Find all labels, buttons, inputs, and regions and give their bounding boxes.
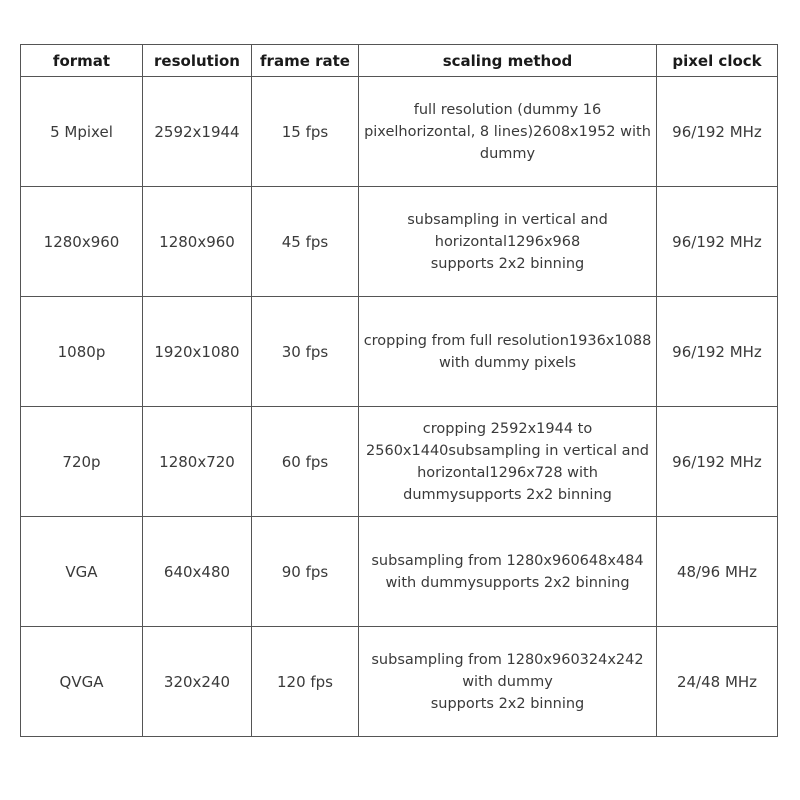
format-cell: 720p — [21, 407, 143, 517]
scaling-method-line: supports 2x2 binning — [430, 695, 585, 712]
resolution-cell: 1280x720 — [143, 407, 252, 517]
format-cell: QVGA — [21, 627, 143, 737]
frame-rate-cell: 60 fps — [252, 407, 359, 517]
scaling-method-line: with dummy pixels — [438, 354, 577, 371]
table-header-row — [21, 45, 778, 77]
scaling-method-line: horizontal1296x728 with — [417, 464, 598, 481]
resolution-cell: 320x240 — [143, 627, 252, 737]
scaling-method-line: cropping 2592x1944 to — [422, 420, 593, 437]
table-row — [21, 297, 778, 407]
format-cell: 5 Mpixel — [21, 77, 143, 187]
scaling-method-line: supports 2x2 binning — [430, 255, 585, 272]
frame-rate-cell: 45 fps — [252, 187, 359, 297]
frame-rate-cell: 120 fps — [252, 627, 359, 737]
table-row — [21, 77, 778, 187]
header-resolution: resolution — [143, 45, 252, 77]
pixel-clock-cell: 96/192 MHz — [657, 187, 778, 297]
header-format: format — [21, 45, 143, 77]
table-row — [21, 517, 778, 627]
frame-rate-cell: 15 fps — [252, 77, 359, 187]
format-cell: 1280x960 — [21, 187, 143, 297]
pixel-clock-cell: 96/192 MHz — [657, 297, 778, 407]
scaling-method-line: subsampling from 1280x960324x242 — [371, 651, 644, 668]
scaling-method-line: pixelhorizontal, 8 lines)2608x1952 with — [364, 123, 651, 140]
header-pixel-clock: pixel clock — [657, 45, 778, 77]
scaling-method-line: with dummysupports 2x2 binning — [385, 574, 630, 591]
table-row — [21, 187, 778, 297]
table-row — [21, 407, 778, 517]
scaling-method-line: dummysupports 2x2 binning — [403, 486, 612, 503]
scaling-method-line: horizontal1296x968 — [434, 233, 581, 250]
sensor-format-table — [20, 44, 778, 737]
scaling-method-line: with dummy — [462, 673, 553, 690]
table-row — [21, 627, 778, 737]
scaling-method-line: subsampling from 1280x960648x484 — [371, 552, 644, 569]
header-frame-rate: frame rate — [252, 45, 359, 77]
scaling-method-cell — [359, 297, 657, 407]
format-cell: VGA — [21, 517, 143, 627]
header-scaling-method: scaling method — [359, 45, 657, 77]
scaling-method-line: full resolution (dummy 16 — [413, 101, 602, 118]
scaling-method-cell — [359, 187, 657, 297]
resolution-cell: 1280x960 — [143, 187, 252, 297]
resolution-cell: 1920x1080 — [143, 297, 252, 407]
resolution-cell: 2592x1944 — [143, 77, 252, 187]
frame-rate-cell: 90 fps — [252, 517, 359, 627]
scaling-method-cell — [359, 627, 657, 737]
scaling-method-line: 2560x1440subsampling in vertical and — [366, 442, 649, 459]
scaling-method-line: dummy — [479, 145, 536, 162]
pixel-clock-cell: 24/48 MHz — [657, 627, 778, 737]
scaling-method-line: subsampling in vertical and — [407, 211, 608, 228]
scaling-method-line: cropping from full resolution1936x1088 — [363, 332, 652, 349]
scaling-method-cell — [359, 407, 657, 517]
pixel-clock-cell: 48/96 MHz — [657, 517, 778, 627]
frame-rate-cell: 30 fps — [252, 297, 359, 407]
format-cell: 1080p — [21, 297, 143, 407]
scaling-method-cell — [359, 517, 657, 627]
pixel-clock-cell: 96/192 MHz — [657, 77, 778, 187]
pixel-clock-cell: 96/192 MHz — [657, 407, 778, 517]
scaling-method-cell — [359, 77, 657, 187]
resolution-cell: 640x480 — [143, 517, 252, 627]
